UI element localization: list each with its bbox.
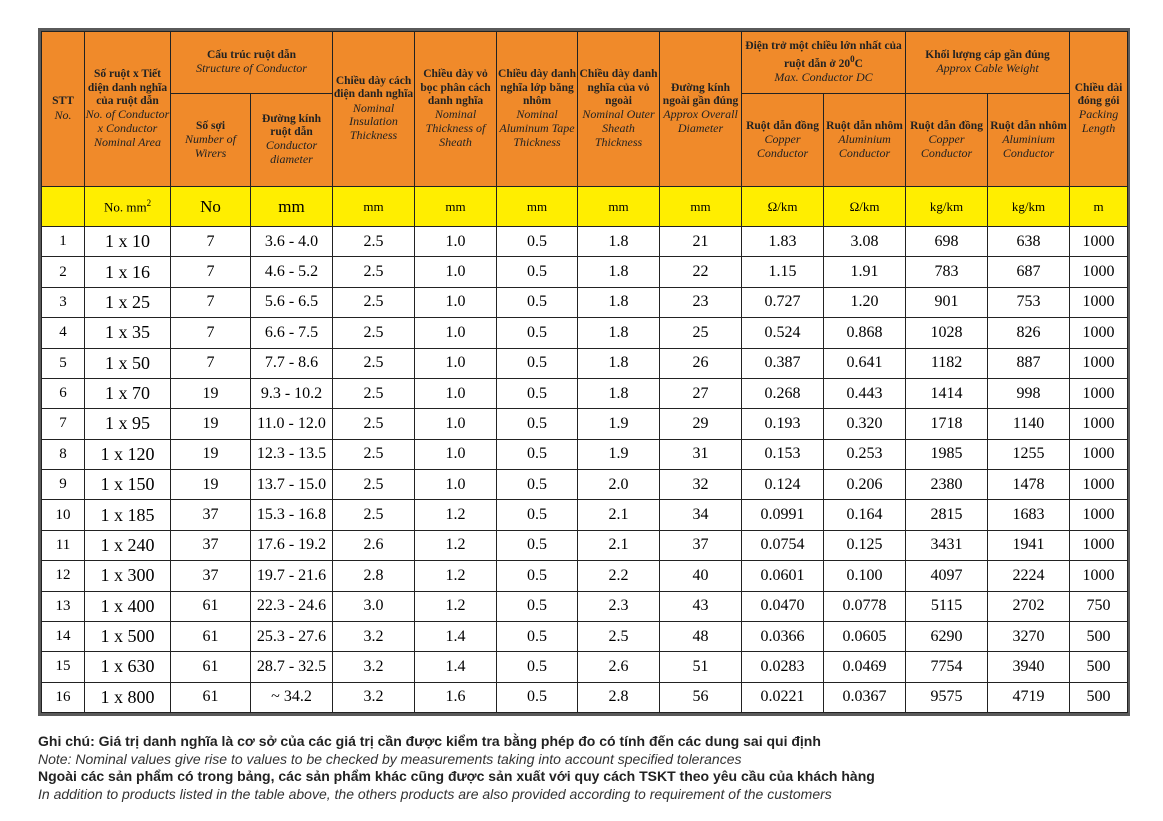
cell-area: 1 x 500 bbox=[85, 621, 171, 651]
cell-overall: 27 bbox=[660, 378, 742, 408]
cell-wt-al: 1683 bbox=[988, 500, 1070, 530]
cell-sheath: 1.0 bbox=[415, 227, 497, 257]
cell-stt: 2 bbox=[42, 257, 85, 287]
cell-diameter: 11.0 - 12.0 bbox=[251, 409, 333, 439]
cell-tape: 0.5 bbox=[497, 318, 578, 348]
cell-res-cu: 0.124 bbox=[742, 470, 824, 500]
cell-tape: 0.5 bbox=[497, 257, 578, 287]
cell-tape: 0.5 bbox=[497, 227, 578, 257]
unit-overall: mm bbox=[660, 187, 742, 227]
cell-diameter: 5.6 - 6.5 bbox=[251, 287, 333, 317]
cell-wires: 61 bbox=[171, 621, 251, 651]
cell-res-al: 0.868 bbox=[824, 318, 906, 348]
cell-sheath: 1.4 bbox=[415, 621, 497, 651]
cell-overall: 40 bbox=[660, 561, 742, 591]
cell-stt: 8 bbox=[42, 439, 85, 469]
cell-sheath: 1.6 bbox=[415, 682, 497, 712]
cell-wt-cu: 2380 bbox=[906, 470, 988, 500]
cell-overall: 31 bbox=[660, 439, 742, 469]
cell-wt-cu: 1182 bbox=[906, 348, 988, 378]
cell-insulation: 2.5 bbox=[333, 318, 415, 348]
cell-tape: 0.5 bbox=[497, 348, 578, 378]
cell-res-cu: 0.0283 bbox=[742, 652, 824, 682]
unit-sheath: mm bbox=[415, 187, 497, 227]
cell-overall: 22 bbox=[660, 257, 742, 287]
cell-area: 1 x 120 bbox=[85, 439, 171, 469]
cell-overall: 51 bbox=[660, 652, 742, 682]
cell-overall: 56 bbox=[660, 682, 742, 712]
header-wt-cu: Ruột dẫn đồng Copper Conductor bbox=[906, 94, 988, 187]
cell-length: 500 bbox=[1070, 621, 1128, 651]
cell-tape: 0.5 bbox=[497, 621, 578, 651]
header-tape: Chiều dày danh nghĩa lớp băng nhôm Nominal Aluminum Tape Thickness bbox=[497, 32, 578, 187]
cell-sheath: 1.4 bbox=[415, 652, 497, 682]
cell-insulation: 3.2 bbox=[333, 682, 415, 712]
cell-wires: 19 bbox=[171, 409, 251, 439]
cell-tape: 0.5 bbox=[497, 591, 578, 621]
cell-insulation: 2.5 bbox=[333, 378, 415, 408]
cell-wt-cu: 1718 bbox=[906, 409, 988, 439]
cell-length: 1000 bbox=[1070, 409, 1128, 439]
table-row bbox=[42, 378, 1128, 408]
cell-length: 500 bbox=[1070, 682, 1128, 712]
cell-diameter: 9.3 - 10.2 bbox=[251, 378, 333, 408]
header-overall: Đường kính ngoài gần đúng Approx Overall Diameter bbox=[660, 32, 742, 187]
cell-wires: 37 bbox=[171, 561, 251, 591]
unit-wires: No bbox=[171, 187, 251, 227]
cell-area: 1 x 630 bbox=[85, 652, 171, 682]
cell-insulation: 2.6 bbox=[333, 530, 415, 560]
header-length: Chiều dài đóng gói Packing Length bbox=[1070, 32, 1128, 187]
cell-wt-al: 753 bbox=[988, 287, 1070, 317]
cell-diameter: 25.3 - 27.6 bbox=[251, 621, 333, 651]
unit-diameter: mm bbox=[251, 187, 333, 227]
header-cores: Số ruột x Tiết diện danh nghĩa của ruột dẫn No. of Conductor x Conductor Nominal Area bbox=[85, 32, 171, 187]
header-structure: Cấu trúc ruột dẫn Structure of Conductor bbox=[171, 32, 333, 94]
cell-overall: 43 bbox=[660, 591, 742, 621]
header-wt-al: Ruột dẫn nhôm Aluminium Conductor bbox=[988, 94, 1070, 187]
header-resistance: Điện trở một chiều lớn nhất của ruột dẫn ở $20^0C$ Max. Conductor DC bbox=[742, 32, 906, 94]
cell-overall: 26 bbox=[660, 348, 742, 378]
cell-res-al: 0.320 bbox=[824, 409, 906, 439]
cell-wt-al: 3940 bbox=[988, 652, 1070, 682]
cell-wires: 37 bbox=[171, 530, 251, 560]
cell-wt-cu: 1028 bbox=[906, 318, 988, 348]
header-outer: Chiều dày danh nghĩa của vỏ ngoài Nominal Outer Sheath Thickness bbox=[578, 32, 660, 187]
cell-wt-al: 3270 bbox=[988, 621, 1070, 651]
cell-sheath: 1.2 bbox=[415, 591, 497, 621]
cell-wt-cu: 9575 bbox=[906, 682, 988, 712]
cell-length: 1000 bbox=[1070, 318, 1128, 348]
cell-area: 1 x 400 bbox=[85, 591, 171, 621]
cell-res-al: 0.0778 bbox=[824, 591, 906, 621]
cell-sheath: 1.0 bbox=[415, 287, 497, 317]
unit-res-al: Ω/km bbox=[824, 187, 906, 227]
cell-area: 1 x 25 bbox=[85, 287, 171, 317]
cell-diameter: 6.6 - 7.5 bbox=[251, 318, 333, 348]
cell-wt-al: 1255 bbox=[988, 439, 1070, 469]
cell-wires: 19 bbox=[171, 470, 251, 500]
cell-wt-cu: 6290 bbox=[906, 621, 988, 651]
table-row bbox=[42, 561, 1128, 591]
cell-tape: 0.5 bbox=[497, 409, 578, 439]
cell-wires: 61 bbox=[171, 682, 251, 712]
header-sheath: Chiều dày vỏ bọc phân cách danh nghĩa Nominal Thickness of Sheath bbox=[415, 32, 497, 187]
cell-overall: 25 bbox=[660, 318, 742, 348]
notes bbox=[38, 733, 1138, 803]
cell-length: 1000 bbox=[1070, 227, 1128, 257]
cell-insulation: 3.2 bbox=[333, 621, 415, 651]
cell-wt-cu: 698 bbox=[906, 227, 988, 257]
table-row bbox=[42, 500, 1128, 530]
cell-insulation: 2.5 bbox=[333, 348, 415, 378]
table-body bbox=[42, 227, 1128, 713]
cell-diameter: 15.3 - 16.8 bbox=[251, 500, 333, 530]
cell-tape: 0.5 bbox=[497, 652, 578, 682]
cell-tape: 0.5 bbox=[497, 378, 578, 408]
cell-overall: 32 bbox=[660, 470, 742, 500]
cell-wires: 61 bbox=[171, 591, 251, 621]
cell-insulation: 3.0 bbox=[333, 591, 415, 621]
cell-outer: 1.9 bbox=[578, 409, 660, 439]
cell-overall: 23 bbox=[660, 287, 742, 317]
unit-stt bbox=[42, 187, 85, 227]
cell-outer: 2.1 bbox=[578, 530, 660, 560]
cell-wires: 7 bbox=[171, 287, 251, 317]
cell-res-cu: 0.0221 bbox=[742, 682, 824, 712]
cell-overall: 21 bbox=[660, 227, 742, 257]
cell-outer: 1.8 bbox=[578, 318, 660, 348]
cell-stt: 16 bbox=[42, 682, 85, 712]
cell-wt-al: 1941 bbox=[988, 530, 1070, 560]
cell-sheath: 1.0 bbox=[415, 439, 497, 469]
cell-outer: 2.6 bbox=[578, 652, 660, 682]
cell-res-cu: 0.727 bbox=[742, 287, 824, 317]
table-row bbox=[42, 621, 1128, 651]
cell-diameter: 12.3 - 13.5 bbox=[251, 439, 333, 469]
table-row bbox=[42, 470, 1128, 500]
cell-wt-cu: 5115 bbox=[906, 591, 988, 621]
cell-wt-cu: 1414 bbox=[906, 378, 988, 408]
cell-area: 1 x 800 bbox=[85, 682, 171, 712]
cell-res-al: 0.100 bbox=[824, 561, 906, 591]
cell-res-cu: 0.387 bbox=[742, 348, 824, 378]
cell-wires: 7 bbox=[171, 318, 251, 348]
cell-res-al: 0.206 bbox=[824, 470, 906, 500]
table-row bbox=[42, 227, 1128, 257]
cell-wt-cu: 7754 bbox=[906, 652, 988, 682]
header-res-cu: Ruột dẫn đồng Copper Conductor bbox=[742, 94, 824, 187]
cell-insulation: 2.5 bbox=[333, 500, 415, 530]
cell-tape: 0.5 bbox=[497, 682, 578, 712]
cell-tape: 0.5 bbox=[497, 470, 578, 500]
cell-res-al: 0.443 bbox=[824, 378, 906, 408]
cell-area: 1 x 240 bbox=[85, 530, 171, 560]
cell-res-cu: 0.268 bbox=[742, 378, 824, 408]
cell-res-al: 0.253 bbox=[824, 439, 906, 469]
cell-area: 1 x 150 bbox=[85, 470, 171, 500]
cell-area: 1 x 300 bbox=[85, 561, 171, 591]
cell-wt-al: 887 bbox=[988, 348, 1070, 378]
cell-insulation: 2.5 bbox=[333, 439, 415, 469]
table-row bbox=[42, 287, 1128, 317]
cell-wt-cu: 2815 bbox=[906, 500, 988, 530]
cell-wt-cu: 783 bbox=[906, 257, 988, 287]
cell-outer: 1.8 bbox=[578, 257, 660, 287]
cell-overall: 29 bbox=[660, 409, 742, 439]
unit-wt-al: kg/km bbox=[988, 187, 1070, 227]
unit-length: m bbox=[1070, 187, 1128, 227]
cell-outer: 1.8 bbox=[578, 227, 660, 257]
cell-length: 1000 bbox=[1070, 470, 1128, 500]
cell-wt-cu: 4097 bbox=[906, 561, 988, 591]
table-row bbox=[42, 439, 1128, 469]
cell-outer: 2.2 bbox=[578, 561, 660, 591]
header-insulation: Chiều dày cách điện danh nghĩa Nominal Insulation Thickness bbox=[333, 32, 415, 187]
cell-sheath: 1.2 bbox=[415, 561, 497, 591]
cell-stt: 11 bbox=[42, 530, 85, 560]
cell-res-al: 0.641 bbox=[824, 348, 906, 378]
unit-res-cu: Ω/km bbox=[742, 187, 824, 227]
cell-tape: 0.5 bbox=[497, 439, 578, 469]
table-row bbox=[42, 257, 1128, 287]
unit-tape: mm bbox=[497, 187, 578, 227]
cell-tape: 0.5 bbox=[497, 561, 578, 591]
cell-diameter: 19.7 - 21.6 bbox=[251, 561, 333, 591]
cell-wires: 37 bbox=[171, 500, 251, 530]
unit-insulation: mm bbox=[333, 187, 415, 227]
cell-outer: 1.8 bbox=[578, 348, 660, 378]
cell-wt-al: 1478 bbox=[988, 470, 1070, 500]
cell-tape: 0.5 bbox=[497, 530, 578, 560]
cell-stt: 5 bbox=[42, 348, 85, 378]
cell-stt: 12 bbox=[42, 561, 85, 591]
cell-insulation: 2.8 bbox=[333, 561, 415, 591]
cell-outer: 2.1 bbox=[578, 500, 660, 530]
cell-diameter: 13.7 - 15.0 bbox=[251, 470, 333, 500]
cell-res-cu: 0.524 bbox=[742, 318, 824, 348]
note-en-2: In addition to products listed in the table above, the others products are also provided according to requirement of the customers bbox=[38, 785, 832, 802]
cell-sheath: 1.0 bbox=[415, 257, 497, 287]
cell-res-al: 1.20 bbox=[824, 287, 906, 317]
cell-wires: 7 bbox=[171, 227, 251, 257]
cell-wires: 7 bbox=[171, 348, 251, 378]
cell-stt: 15 bbox=[42, 652, 85, 682]
header-diameter: Đường kính ruột dẫn Conductor diameter bbox=[251, 94, 333, 187]
units-row bbox=[42, 187, 1128, 227]
cell-sheath: 1.0 bbox=[415, 318, 497, 348]
spec-table-frame bbox=[38, 28, 1130, 716]
cell-length: 1000 bbox=[1070, 348, 1128, 378]
cell-wt-al: 4719 bbox=[988, 682, 1070, 712]
cell-res-al: 0.125 bbox=[824, 530, 906, 560]
header-res-al: Ruột dẫn nhôm Aluminium Conductor bbox=[824, 94, 906, 187]
cell-length: 1000 bbox=[1070, 439, 1128, 469]
header-stt: STT No. bbox=[42, 32, 85, 187]
header-wires: Số sợi Number of Wirers bbox=[171, 94, 251, 187]
cell-insulation: 2.5 bbox=[333, 257, 415, 287]
cell-res-al: 3.08 bbox=[824, 227, 906, 257]
cell-insulation: 2.5 bbox=[333, 470, 415, 500]
cell-sheath: 1.0 bbox=[415, 409, 497, 439]
cell-wires: 61 bbox=[171, 652, 251, 682]
cell-res-cu: 1.15 bbox=[742, 257, 824, 287]
cell-wires: 7 bbox=[171, 257, 251, 287]
cell-outer: 1.8 bbox=[578, 287, 660, 317]
cell-diameter: 7.7 - 8.6 bbox=[251, 348, 333, 378]
cell-length: 1000 bbox=[1070, 257, 1128, 287]
cell-length: 750 bbox=[1070, 591, 1128, 621]
cell-area: 1 x 10 bbox=[85, 227, 171, 257]
cell-wt-al: 687 bbox=[988, 257, 1070, 287]
cell-diameter: 28.7 - 32.5 bbox=[251, 652, 333, 682]
cell-res-cu: 0.153 bbox=[742, 439, 824, 469]
cell-length: 1000 bbox=[1070, 500, 1128, 530]
table-row bbox=[42, 591, 1128, 621]
table-row bbox=[42, 530, 1128, 560]
cell-stt: 6 bbox=[42, 378, 85, 408]
cell-res-al: 0.0367 bbox=[824, 682, 906, 712]
note-vi-2: Ngoài các sản phẩm có trong bảng, các sản phẩm khác cũng được sản xuất với quy cách TSKT theo yêu cầu của khách hàng bbox=[38, 768, 875, 784]
cell-length: 500 bbox=[1070, 652, 1128, 682]
table-row bbox=[42, 652, 1128, 682]
table-row bbox=[42, 348, 1128, 378]
cell-wt-cu: 1985 bbox=[906, 439, 988, 469]
cell-area: 1 x 95 bbox=[85, 409, 171, 439]
cell-stt: 4 bbox=[42, 318, 85, 348]
header-weight: Khối lượng cáp gần đúng Approx Cable Weight bbox=[906, 32, 1070, 94]
cable-spec-table bbox=[41, 31, 1128, 713]
cell-stt: 1 bbox=[42, 227, 85, 257]
cell-stt: 10 bbox=[42, 500, 85, 530]
cell-wt-al: 2224 bbox=[988, 561, 1070, 591]
cell-res-al: 0.0469 bbox=[824, 652, 906, 682]
cell-outer: 2.5 bbox=[578, 621, 660, 651]
table-row bbox=[42, 682, 1128, 712]
cell-sheath: 1.0 bbox=[415, 348, 497, 378]
cell-res-cu: 0.0366 bbox=[742, 621, 824, 651]
cell-diameter: 17.6 - 19.2 bbox=[251, 530, 333, 560]
cell-res-cu: 1.83 bbox=[742, 227, 824, 257]
cell-area: 1 x 16 bbox=[85, 257, 171, 287]
cell-outer: 1.9 bbox=[578, 439, 660, 469]
cell-area: 1 x 185 bbox=[85, 500, 171, 530]
cell-insulation: 2.5 bbox=[333, 287, 415, 317]
cell-stt: 14 bbox=[42, 621, 85, 651]
cell-wt-al: 2702 bbox=[988, 591, 1070, 621]
cell-diameter: 3.6 - 4.0 bbox=[251, 227, 333, 257]
cell-overall: 48 bbox=[660, 621, 742, 651]
cell-outer: 2.0 bbox=[578, 470, 660, 500]
cell-wt-al: 1140 bbox=[988, 409, 1070, 439]
unit-wt-cu: kg/km bbox=[906, 187, 988, 227]
cell-tape: 0.5 bbox=[497, 500, 578, 530]
cell-stt: 9 bbox=[42, 470, 85, 500]
cell-length: 1000 bbox=[1070, 530, 1128, 560]
cell-wt-al: 826 bbox=[988, 318, 1070, 348]
cell-area: 1 x 35 bbox=[85, 318, 171, 348]
cell-stt: 3 bbox=[42, 287, 85, 317]
cell-res-cu: 0.0470 bbox=[742, 591, 824, 621]
cell-res-cu: 0.193 bbox=[742, 409, 824, 439]
cell-wires: 19 bbox=[171, 439, 251, 469]
cell-res-al: 0.0605 bbox=[824, 621, 906, 651]
cell-wt-al: 638 bbox=[988, 227, 1070, 257]
cell-wt-cu: 901 bbox=[906, 287, 988, 317]
cell-res-al: 1.91 bbox=[824, 257, 906, 287]
cell-wires: 19 bbox=[171, 378, 251, 408]
cell-sheath: 1.2 bbox=[415, 500, 497, 530]
cell-area: 1 x 70 bbox=[85, 378, 171, 408]
cell-res-al: 0.164 bbox=[824, 500, 906, 530]
cell-diameter: 4.6 - 5.2 bbox=[251, 257, 333, 287]
cell-outer: 1.8 bbox=[578, 378, 660, 408]
table-row bbox=[42, 318, 1128, 348]
cell-overall: 37 bbox=[660, 530, 742, 560]
unit-area: No. $mm^2$ bbox=[85, 187, 171, 227]
cell-res-cu: 0.0991 bbox=[742, 500, 824, 530]
cell-insulation: 2.5 bbox=[333, 409, 415, 439]
cell-outer: 2.3 bbox=[578, 591, 660, 621]
cell-stt: 7 bbox=[42, 409, 85, 439]
cell-sheath: 1.0 bbox=[415, 378, 497, 408]
cell-length: 1000 bbox=[1070, 378, 1128, 408]
cell-wt-al: 998 bbox=[988, 378, 1070, 408]
cell-diameter: 22.3 - 24.6 bbox=[251, 591, 333, 621]
table-row bbox=[42, 409, 1128, 439]
note-en-1: Note: Nominal values give rise to values to be checked by measurements taking into account specified tolerances bbox=[38, 750, 742, 767]
cell-stt: 13 bbox=[42, 591, 85, 621]
cell-res-cu: 0.0601 bbox=[742, 561, 824, 591]
unit-outer: mm bbox=[578, 187, 660, 227]
cell-length: 1000 bbox=[1070, 287, 1128, 317]
cell-outer: 2.8 bbox=[578, 682, 660, 712]
cell-res-cu: 0.0754 bbox=[742, 530, 824, 560]
note-vi-1: Ghi chú: Giá trị danh nghĩa là cơ sở của các giá trị cần được kiểm tra bằng phép đo có tính đến các dung sai qui định bbox=[38, 733, 821, 749]
cell-overall: 34 bbox=[660, 500, 742, 530]
cell-wt-cu: 3431 bbox=[906, 530, 988, 560]
cell-sheath: 1.0 bbox=[415, 470, 497, 500]
cell-area: 1 x 50 bbox=[85, 348, 171, 378]
cell-sheath: 1.2 bbox=[415, 530, 497, 560]
cell-insulation: 3.2 bbox=[333, 652, 415, 682]
cell-diameter: ~ 34.2 bbox=[251, 682, 333, 712]
cell-insulation: 2.5 bbox=[333, 227, 415, 257]
cell-length: 1000 bbox=[1070, 561, 1128, 591]
cell-tape: 0.5 bbox=[497, 287, 578, 317]
